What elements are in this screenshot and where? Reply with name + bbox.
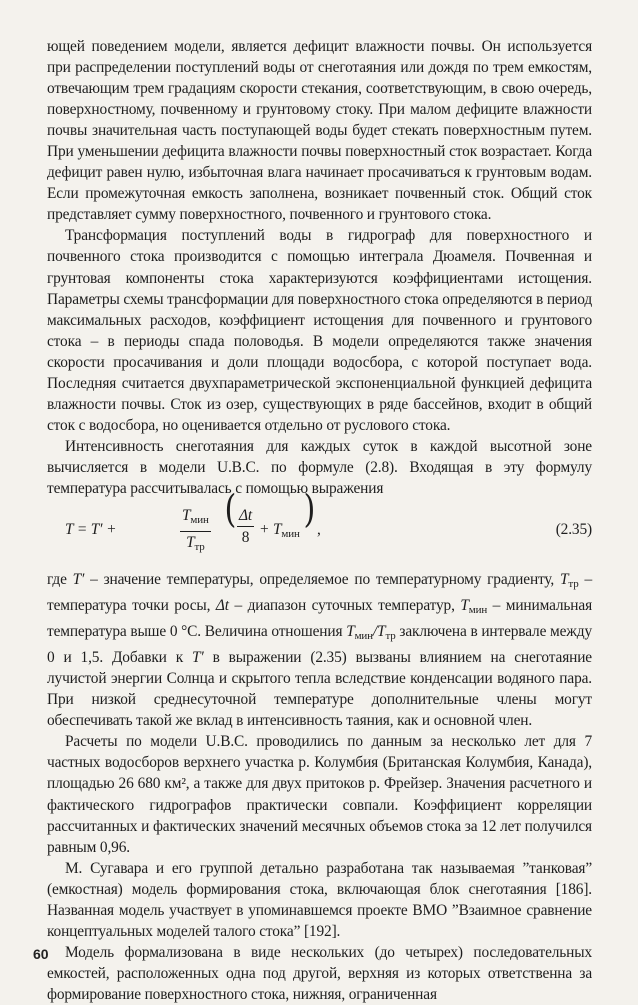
symbol-t: T bbox=[460, 597, 469, 615]
text-run: где bbox=[47, 571, 73, 589]
open-paren: ( bbox=[224, 487, 237, 532]
slash: / bbox=[372, 623, 378, 641]
subscript: мин bbox=[281, 528, 300, 541]
text-run: в выражении (2.35) вызваны влиянием на снеготаяние лучистой энергии Солнца и скрытого тепла вследствие конденсации водяного пара. При низкой среднесуточной температуре дополнительные члены могут обеспечивать такой же вклад в интенсивность таяния, как и основной член. bbox=[47, 649, 592, 730]
formula-lhs: T = T′ + bbox=[65, 521, 117, 539]
symbol-t-min bbox=[460, 597, 488, 617]
symbol-t-prime: T′ bbox=[191, 649, 204, 667]
fraction-numerator bbox=[180, 505, 211, 531]
formula-plus: + bbox=[260, 521, 269, 539]
subscript: тр bbox=[385, 630, 396, 643]
subscript: мин bbox=[190, 514, 209, 527]
page-body bbox=[47, 36, 592, 1005]
symbol-t-tr bbox=[560, 571, 579, 591]
formula-fraction-tmin-ttr bbox=[180, 505, 211, 558]
formula-tmin bbox=[273, 519, 300, 545]
text-run: – температура точки росы, bbox=[47, 571, 592, 615]
formula-fraction-dt-8 bbox=[237, 505, 254, 548]
subscript: мин bbox=[354, 630, 373, 643]
paragraph-7: Модель формализована в виде нескольких (до четырех) последовательных емкостей, расположенных одна под другой, верхняя из которых ответственна за формирование поверхностного стока, нижняя, ограниченная bbox=[47, 943, 592, 1003]
paragraph-6: М. Сугавара и его группой детально разработана так называемая ”танковая” (емкостная) модель формирования стока, включающая блок снеготаяния [186]. Названная модель участвует в упоминавшемся проекте ВМО ”Взаимное сравнение концептуальных моделей талого стока” [192]. bbox=[47, 859, 592, 940]
text-run: – значение температуры, определяемое по температурному градиенту, bbox=[84, 571, 560, 589]
fraction-denominator: 8 bbox=[237, 526, 254, 548]
paragraph-4 bbox=[47, 569, 592, 731]
symbol-t: T bbox=[182, 507, 191, 525]
text-run: – диапазон суточных температур, bbox=[228, 597, 461, 615]
paragraph-2: Трансформация поступлений воды в гидрограф для поверхностного и почвенного стока производится с помощью интеграла Дюамеля. Почвенная и грунтовая компоненты стока характеризуются коэффициентами истощения. Параметры схемы трансформации для поверхностного стока определяются в период максимальных расходов, коэффициент истощения для почвенного и грунтового стока – в периоды спада половодья. В модели определяются также значения скорости просачивания и доли площади водосбора, с которой поступает вода. Последняя считается двухпараметрической экспоненциальной функцией дефицита влажности почвы. Сток из озер, существующих в ряде бассейнов, входит в общий сток с водосбора, но оценивается отдельно от руслового стока. bbox=[47, 227, 592, 434]
symbol-t: T bbox=[186, 534, 195, 552]
symbol-t: T bbox=[346, 623, 355, 641]
subscript: мин bbox=[468, 604, 488, 617]
symbol-t: T bbox=[377, 623, 386, 641]
formula-comma: , bbox=[317, 521, 321, 539]
paragraph-3: Интенсивность снеготаяния для каждых суток в каждой высотной зоне вычисляется в модели U.B.C. по формуле (2.8). Входящая в эту формулу температура рассчитывалась с помощью выражения bbox=[47, 437, 592, 497]
fraction-numerator: Δt bbox=[239, 507, 253, 525]
page-number: 60 bbox=[33, 946, 49, 962]
equation-number: (2.35) bbox=[555, 521, 592, 539]
close-paren: ) bbox=[303, 487, 316, 532]
symbol-t-prime: T′ bbox=[72, 571, 85, 589]
symbol-delta-t: Δt bbox=[215, 597, 229, 615]
symbol-ratio bbox=[346, 623, 396, 643]
paragraph-1: ющей поведением модели, является дефицит влажности почвы. Он используется при распределении поступлений воды от снеготаяния или дождя по трем емкостям, отвечающим трем градациям скорости стекания, соответствующим, в свою очередь, поверхностному, почвенному и грунтовому стоку. При малом дефиците влажности почвы значительная часть поступающей воды будет стекать поверхностным путем. При уменьшении дефицита влажности почвы поверхностный сток возрастает. Когда дефицит равен нулю, избыточная влага начинает просачиваться к грунтовым водам. Если промежуточная емкость заполнена, возникает почвенный сток. Общий сток представляет сумму поверхностного, почвенного и грунтового стока. bbox=[47, 38, 592, 224]
symbol-t: T bbox=[560, 571, 569, 589]
text-run: – минимальная температура выше 0 °С. Величина отношения bbox=[47, 597, 592, 641]
paragraph-5: Расчеты по модели U.B.C. проводились по данным за несколько лет для 7 частных водосборов верхнего участка р. Колумбия (Британская Колумбия, Канада), площадью 26 680 км², а также для двух притоков р. Фрейзер. Значения расчетного и фактического гидрографов практически совпали. Коэффициент корреляции рассчитанных и фактических значений месячных объемов стока за 12 лет получился равным 0,96. bbox=[47, 733, 592, 856]
fraction-denominator bbox=[180, 531, 211, 558]
text-run: заключена в интервале между 0 и 1,5. Добавки к bbox=[47, 623, 593, 667]
subscript: тр bbox=[568, 578, 579, 591]
symbol-t: T bbox=[273, 521, 282, 539]
formula-2-35 bbox=[47, 487, 592, 563]
subscript: тр bbox=[194, 541, 205, 554]
